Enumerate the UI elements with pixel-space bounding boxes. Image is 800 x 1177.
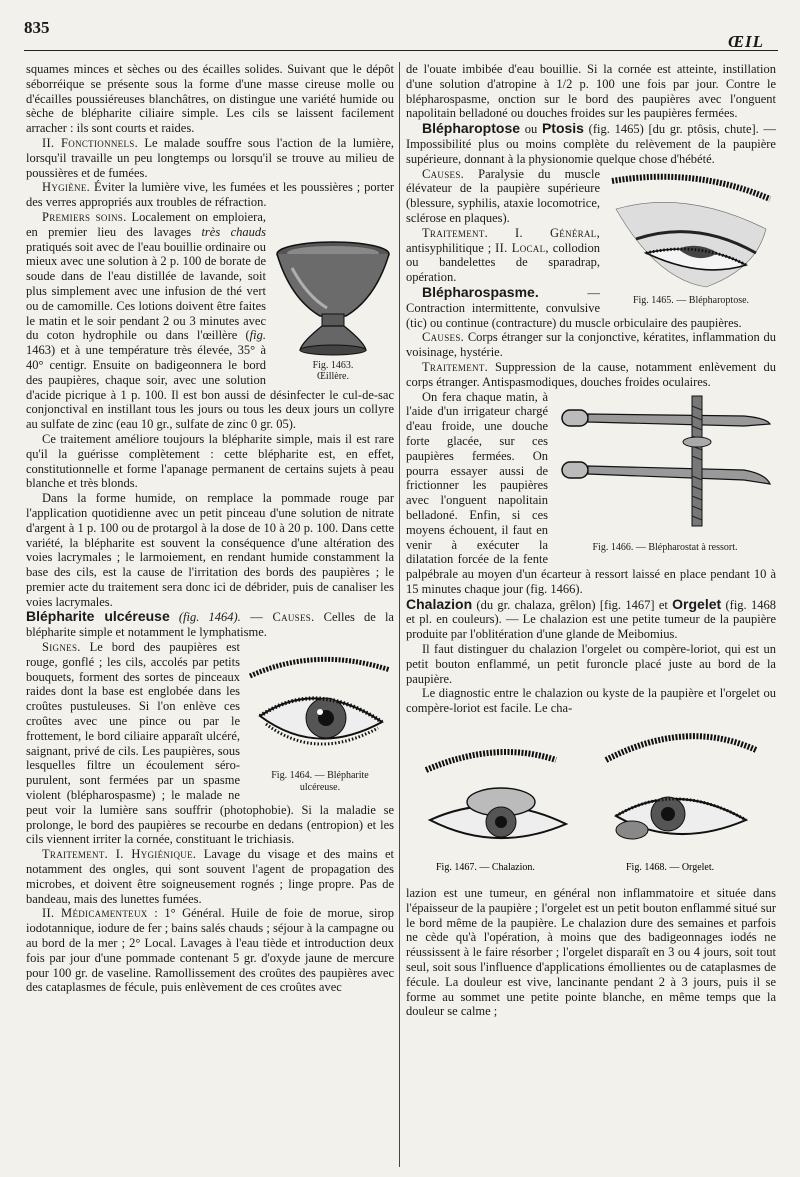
paragraph: Premiers soins. Localement on emploiera, en premier lieu des lavages très chauds pratiqués soit avec de l'eau bouillie ordinaire ou mieux avec une solution à 2 p. 100 de borate de soude dans de l'eau distillée de lavande, soit plus simplement avec une infusion de thé vert ou de camomille. Ces lotions doivent être faites le matin et le soir pendant 2 ou 3 minutes avec du coton hydrophile ou dans l'œillère (fig. 1463) et à une température très élevée, 35° à 40° centigr. Ensuite on badigeonnera le bord des paupières, chaque soir, avec une solution d'acide picrique à 1 p. 100. Il est bon aussi de désinfecter le cul-de-sac conjonctival en instillant tous les jours ou tous les deux jours un collyre au sulfate de zinc (eau 10 gr., sulfate de zinc 0 gr. 05). — [26, 209, 394, 432]
chalazion-orgelet-illustration — [406, 720, 776, 880]
paragraph: Traitement. Suppression de la cause, notamment enlèvement du corps étranger. Antispasmodiques, douches froides oculaires. — [406, 359, 776, 389]
paragraph: Traitement. I. Hygiénique. Lavage du visage et des mains et notamment des ongles, qui sont souvent l'agent de propagation des microbes, et doivent être soigneusement rognés ; linge propre. Pas de bandeau, mais des lunettes fumées. — [26, 847, 394, 906]
figure-1466 — [554, 392, 776, 554]
figures-1467-1468 — [406, 720, 776, 880]
section-heading: Chalazion (du gr. chalaza, grêlon) [fig. 1467] et Orgelet (fig. 1468 et pl. en couleurs). — Le chalazion est une petite tumeur de la paupière produite par l'oblitération d'une glande de Meibomius. — [406, 595, 776, 642]
eye-cup-illustration — [272, 238, 394, 360]
paragraph: de l'ouate imbibée d'eau bouillie. Si la cornée est atteinte, instillation d'une solution d'atropine à 1/2 p. 100 une fois par jour. Contre le blépharospasme, onction sur le bord des paupières avec l'onguent napolitain belladoné ou douches froides sur les paupières fermées. — [406, 62, 776, 121]
ptosis-eye-illustration — [606, 169, 776, 295]
figure-caption: Fig. 1468. — Orgelet. — [626, 862, 715, 874]
figure-caption: Fig. 1466. — Blépharostat à ressort. — [592, 541, 738, 553]
figure-1463 — [272, 238, 394, 383]
paragraph: Il faut distinguer du chalazion l'orgelet ou compère-loriot, qui est un petit bouton enflammé, un petit furoncle placé juste au bord de la paupière. — [406, 642, 776, 686]
left-column — [26, 62, 394, 1170]
paragraph: lazion est une tumeur, en général non inflammatoire et située dans l'épaisseur de la paupière ; l'orgelet est un petit bouton enflammé situé sur le bord même de la paupière. Le chalazion dure des semaines et parfois ne cède qu'à l'opération, à moins que des badigeonnages iodés ne réussissent à le faire résorber ; l'orgelet disparaît en 3 ou 4 jours, soit tout seul, soit sous l'influence d'applications émollientes ou de cataplasmes de fécule. La douleur est vive, lancinante pendant 2 à 3 jours, puis il se forme au sommet une petite pointe blanche, en même temps que la douleur se calme ; — [406, 886, 776, 1019]
paragraph: II. Fonctionnels. Le malade souffre sous l'action de la lumière, lorsqu'il travaille un peu longtemps ou lorsqu'il se trouve au milieu de poussières et de fumées. — [26, 135, 394, 180]
paragraph: Le diagnostic entre le chalazion ou kyste de la paupière et l'orgelet ou compère-loriot est facile. Le cha- — [406, 686, 776, 716]
section-heading: Blépharospasme. — Contraction intermittente, convulsive (tic) ou continue (contracture) du muscle orbiculaire des paupières. — [406, 283, 742, 330]
paragraph: On fera chaque matin, à l'aide d'un irrigateur chargé d'eau froide, une douche forte glacée, sur ces paupières fermées. On pourra essayer aussi de frictionner les paupières avec l'onguent napolitain belladoné. Enfin, si ces moyens échouent, il faut en venir à exécuter la dilatation forcée de la fente palpébrale au moyen d'un écarteur à ressort laissé en place pendant 10 à 15 minutes chaque jour (fig. 1466). — [406, 389, 776, 596]
figure-caption: Fig. 1465. — Blépharoptose. — [632, 294, 750, 306]
page-number: 835 — [24, 18, 50, 37]
paragraph: Traitement. I. Général, antisyphilitique ; II. Local, collodion ou bandelettes de sparadrap, opération. — [406, 225, 600, 285]
column-divider — [399, 62, 400, 1167]
figure-1464 — [246, 650, 394, 793]
ulcerous-eye-illustration — [246, 650, 394, 770]
paragraph: squames minces et sèches ou des écailles solides. Suivant que le dépôt séborréique se présente sous la forme d'une masse cireuse molle ou d'écailles poussiéreuses blanchâtres, on distingue une variété humide ou sèche de blépharite ciliaire simple. Les cils se laissent facilement arracher : ils sont courts et raides. — [26, 62, 394, 136]
paragraph: Ce traitement améliore toujours la blépharite simple, mais il est rare qu'il la guérisse complètement : cette blépharite est, en effet, constitutionnelle et forme l'apanage permanent de certains sujets à peau blanche et très blonds. — [26, 431, 394, 491]
section-heading: Blépharoptose ou Ptosis (fig. 1465) [du gr. ptôsis, chute]. — Impossibilité plus ou moins complète du relèvement de la paupière supérieure, donnant à la physionomie quelque chose d'hébété. — [406, 120, 776, 166]
page-header — [0, 0, 800, 52]
paragraph: II. Médicamenteux : 1° Général. Huile de foie de morue, sirop iodotannique, iodure de fer ; bains salés chauds ; séjour à la campagne ou au bord de la mer ; 2° Local. Lavages à l'eau tiède et introduction deux fois par jour d'une pommade contenant 5 gr. d'oxyde jaune de mercure pour 100 gr. de vaseline. Ramollissement des croûtes des paupières avec des cataplasmes de fécule, puis enlèvement de ces croûtes avec — [26, 906, 394, 995]
right-column — [406, 62, 776, 1170]
figure-caption: Fig. 1467. — Chalazion. — [436, 862, 535, 874]
paragraph: Causes. Corps étranger sur la conjonctive, kératites, inflammation du voisinage, hystérie. — [406, 330, 776, 360]
figure-1465 — [606, 169, 776, 307]
section-heading: Blépharite ulcéreuse (fig. 1464). — Causes. Celles de la blépharite simple et notamment le lymphatisme. — [26, 608, 394, 640]
figure-caption: ulcéreuse. — [299, 781, 341, 793]
header-rule — [24, 50, 778, 51]
figure-caption: Fig. 1463. — [312, 359, 354, 371]
blepharostat-illustration — [554, 392, 776, 542]
paragraph: Dans la forme humide, on remplace la pommade rouge par l'application quotidienne avec un petit pinceau d'une solution de nitrate d'argent à 1 p. 100 ou de protargol à la dose de 10 à 20 p. 100. Dans cette variété, la blépharite est souvent la conséquence d'une altération des voies lacrymales ; le larmoiement, en rendant humide constamment la base des cils, est la cause de l'irritation des bords des paupières ; le premier acte du traitement sera donc ici de débrider, puis de canaliser les voies lacrymales. — [26, 491, 394, 609]
paragraph: Signes. Le bord des paupières est rouge, gonflé ; les cils, accolés par petits bouquets, forment des sortes de pinceaux raides dont la base est englobée dans les croûtes pustuleuses. Si l'on enlève ces croûtes avec une pince ou par le frottement, le bord ciliaire apparaît ulcéré, saignant, privé de cils. Les paupières, sous lesquelles filtre un écoulement séro-purulent, sont fermées par un spasme violent (blépharospasme) ; le malade ne peut voir la lumière sans souffrir (photophobie). Si la maladie se prolonge, le bord des paupières se recourbe en dedans (entropion) et les cils viennent irriter la cornée, constituant le trichiasis. — [26, 640, 394, 847]
figure-caption: Œillère. — [317, 371, 349, 383]
figure-caption: Fig. 1464. — Blépharite — [271, 770, 369, 782]
paragraph: Causes. Paralysie du muscle élévateur de la paupière supérieure (blessure, syphilis, ataxie locomotrice, sclérose en plaques). — [406, 166, 600, 225]
running-head: ŒIL — [727, 32, 764, 51]
paragraph: Hygiène. Éviter la lumière vive, les fumées et les poussières ; porter des verres appropriés aux troubles de réfraction. — [26, 180, 394, 210]
